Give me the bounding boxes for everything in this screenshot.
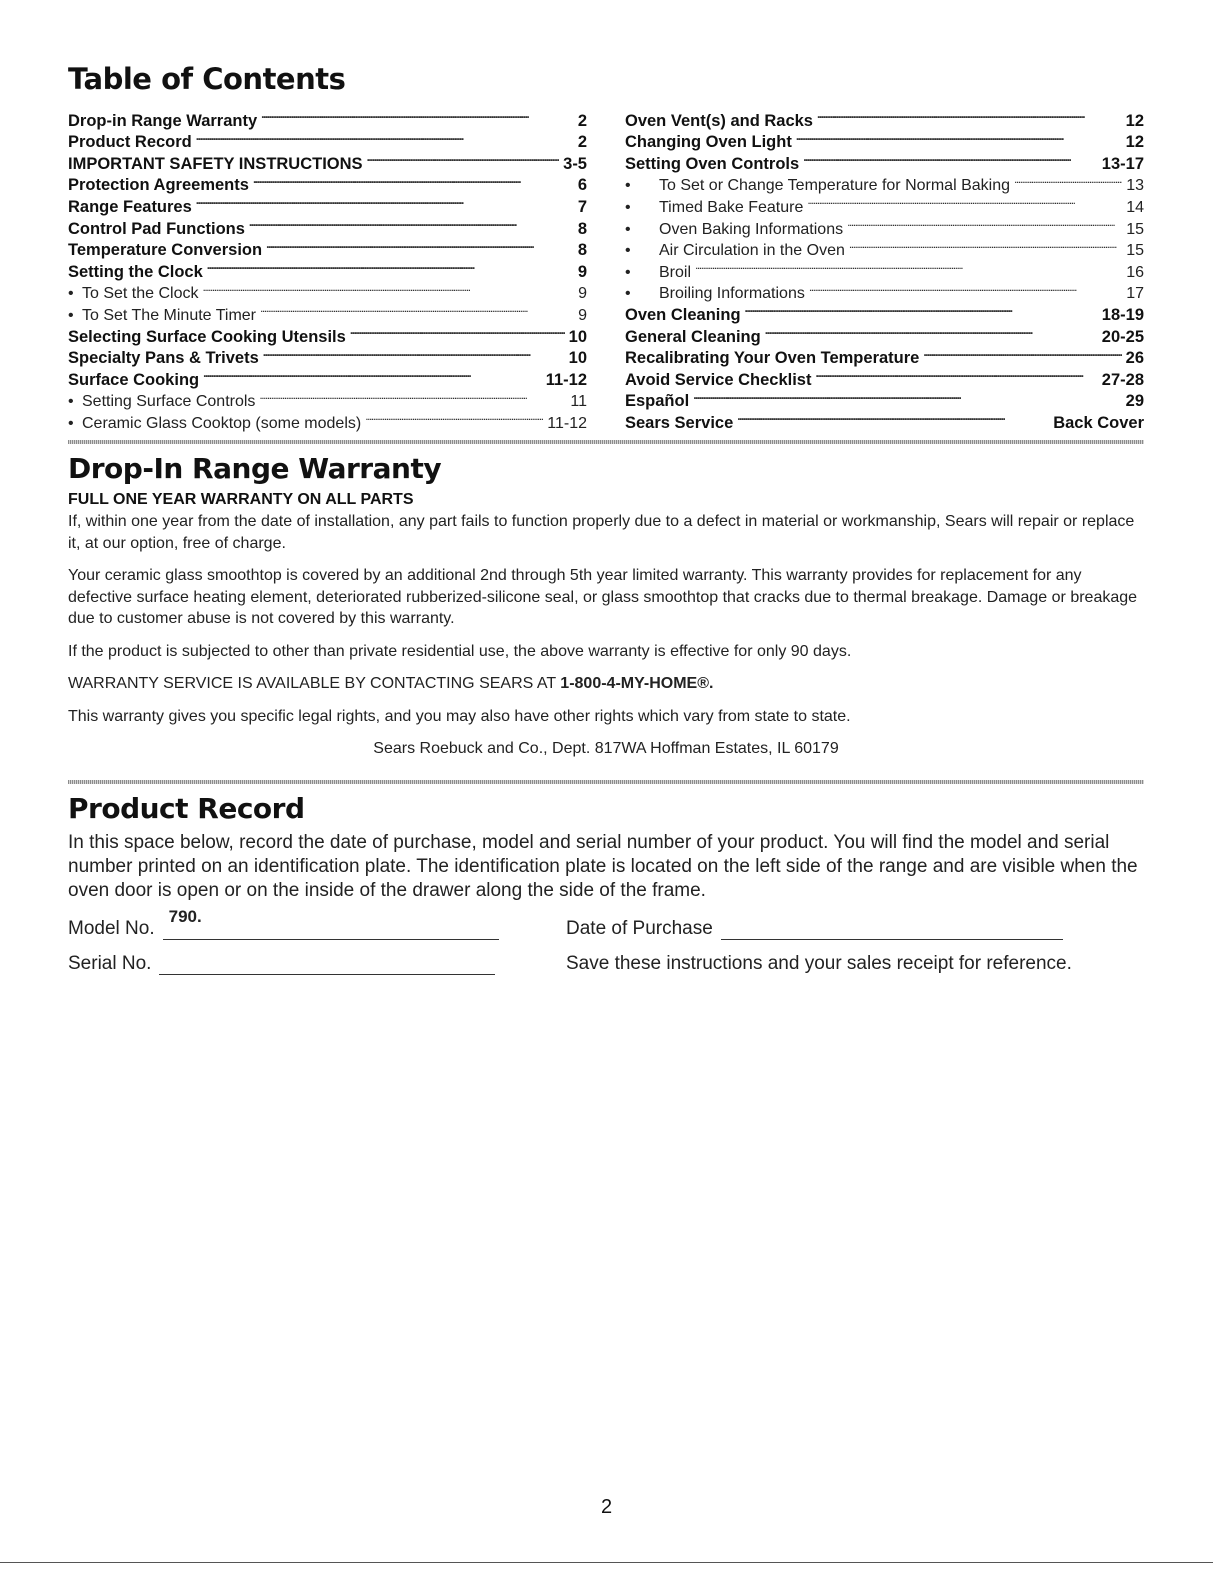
serial-field: [68, 952, 566, 975]
page-number: 2: [600, 1496, 613, 1518]
toc-entry-label: Setting Surface Controls: [82, 393, 256, 411]
toc-entry-page: 12: [1125, 133, 1144, 152]
date-field: [566, 917, 1063, 940]
bullet-icon: •: [625, 220, 631, 238]
bullet-icon: •: [68, 414, 74, 432]
toc-leader-dots: [203, 277, 575, 299]
toc-entry-label: Surface Cooking: [68, 370, 200, 389]
toc-entry-page: 9: [578, 285, 587, 303]
toc-right-column: [625, 104, 1144, 432]
sears-address: Sears Roebuck and Co., Dept. 817WA Hoffman Estates, IL 60179: [373, 739, 839, 757]
toc-entry-label: Oven Vent(s) and Racks: [625, 111, 813, 130]
toc-entry-page: 10: [568, 327, 587, 346]
toc-entry-label: Changing Oven Light: [625, 133, 792, 152]
toc-entry-label: Broiling Informations: [659, 285, 805, 303]
divider: [68, 440, 1144, 444]
toc-entry-page: Back Cover: [1053, 413, 1144, 432]
divider: [68, 780, 1144, 784]
toc-entry-label: Air Circulation in the Oven: [659, 242, 845, 260]
bullet-icon: •: [68, 393, 74, 411]
toc-entry-page: 2: [577, 133, 587, 152]
toc-entry: [625, 385, 1144, 411]
warranty-phone: 1-800-4-MY-HOME®.: [560, 675, 714, 693]
toc-entry-page: 14: [1126, 198, 1144, 216]
bottom-rule: [0, 1562, 1213, 1563]
warranty-paragraph: If, within one year from the date of installation, any part fails to function properly due to a defect in material or workmanship, Sears will repair or replace it, at our option, free of charge.: [68, 512, 1135, 552]
toc-entry: [625, 255, 1144, 281]
toc-leader-dots: [737, 406, 1049, 428]
bullet-icon: •: [625, 263, 631, 281]
toc-entry-label: Product Record: [68, 133, 192, 152]
toc: [68, 104, 1144, 432]
toc-entry-page: 11: [570, 393, 587, 411]
toc-title: Table of Contents: [68, 62, 346, 96]
toc-entry-label: Oven Baking Informations: [659, 220, 844, 238]
toc-entry: [625, 277, 1144, 303]
toc-leader-dots: [796, 126, 1122, 148]
toc-entry-page: 11-12: [545, 370, 587, 389]
toc-entry-label: Ceramic Glass Cooktop (some models): [82, 414, 362, 432]
page-content: [68, 62, 1144, 975]
serial-label: Serial No.: [68, 952, 152, 974]
serial-blank[interactable]: [159, 952, 495, 975]
toc-leader-dots: [266, 234, 574, 256]
toc-entry-page: 13-17: [1101, 154, 1144, 173]
toc-entry-page: 8: [577, 219, 587, 238]
toc-leader-dots: [253, 169, 574, 191]
toc-entry-label: Setting Oven Controls: [625, 154, 800, 173]
toc-entry-page: 9: [577, 262, 587, 281]
toc-entry-page: 13: [1126, 177, 1144, 195]
toc-entry-label: Español: [625, 392, 690, 411]
product-record-intro: In this space below, record the date of purchase, model and serial number of your product. You will find the model and serial number printed on an identification plate. The identification plate is located on the left side of the range and are visible when the oven door is open or on the inside of the drawer along the side of the frame.: [68, 831, 1138, 901]
toc-leader-dots: [807, 190, 1122, 212]
toc-leader-dots: [809, 277, 1122, 299]
toc-leader-dots: [259, 385, 566, 407]
date-label: Date of Purchase: [566, 917, 713, 939]
toc-leader-dots: [249, 212, 574, 234]
bullet-icon: •: [625, 242, 631, 260]
toc-entry-page: 2: [577, 111, 587, 130]
toc-entry-page: 10: [568, 349, 587, 368]
toc-entry-page: 8: [577, 241, 587, 260]
toc-leader-dots: [207, 255, 574, 277]
toc-entry-page: 15: [1126, 242, 1144, 260]
toc-entry-page: 9: [578, 306, 587, 324]
toc-entry-label: Protection Agreements: [68, 176, 249, 195]
product-record-title: Product Record: [68, 791, 305, 825]
toc-entry-label: Avoid Service Checklist: [625, 370, 812, 389]
warranty-subhead: FULL ONE YEAR WARRANTY ON ALL PARTS: [68, 490, 414, 508]
toc-entry: [625, 104, 1144, 130]
toc-entry-page: 7: [577, 197, 587, 216]
toc-entry-page: 18-19: [1101, 305, 1144, 324]
toc-entry-page: 16: [1126, 263, 1144, 281]
bullet-icon: •: [68, 285, 74, 303]
warranty-service-line: [68, 673, 1144, 695]
toc-entry: [625, 406, 1144, 432]
toc-leader-dots: [923, 342, 1121, 364]
toc-entry-page: 27-28: [1101, 370, 1144, 389]
toc-entry-page: 12: [1125, 111, 1144, 130]
toc-leader-dots: [817, 104, 1122, 126]
toc-leader-dots: [261, 104, 574, 126]
model-value: 790.: [168, 906, 202, 926]
toc-entry-label: Oven Cleaning: [625, 305, 741, 324]
toc-leader-dots: [260, 298, 574, 320]
warranty-service-text: WARRANTY SERVICE IS AVAILABLE BY CONTACTING SEARS AT: [68, 675, 561, 693]
toc-entry-label: Drop-in Range Warranty: [68, 111, 258, 130]
toc-entry-page: 20-25: [1101, 327, 1144, 346]
toc-entry-page: 6: [577, 176, 587, 195]
toc-entry-page: 15: [1126, 220, 1144, 238]
toc-leader-dots: [196, 126, 574, 148]
toc-leader-dots: [263, 342, 565, 364]
toc-leader-dots: [203, 363, 542, 385]
toc-leader-dots: [695, 255, 1122, 277]
model-field: [68, 906, 566, 940]
toc-entry-label: To Set or Change Temperature for Normal Baking: [659, 177, 1010, 195]
warranty-paragraph: This warranty gives you specific legal rights, and you may also have other rights which vary from state to state.: [68, 708, 851, 726]
toc-left-column: [68, 104, 587, 432]
toc-entry-label: Setting the Clock: [68, 262, 203, 281]
toc-leader-dots: [815, 363, 1097, 385]
toc-leader-dots: [196, 190, 574, 212]
toc-entry-page: 17: [1126, 285, 1144, 303]
toc-entry-page: 29: [1125, 392, 1144, 411]
warranty-title: Drop-In Range Warranty: [68, 451, 442, 485]
save-note-wrap: [566, 952, 1072, 975]
model-label: Model No.: [68, 917, 155, 939]
model-blank[interactable]: [163, 906, 499, 940]
toc-entry-label: To Set The Minute Timer: [82, 306, 256, 324]
toc-entry-label: IMPORTANT SAFETY INSTRUCTIONS: [68, 154, 363, 173]
toc-entry: [68, 104, 587, 130]
toc-leader-dots: [849, 234, 1122, 256]
bullet-icon: •: [625, 198, 631, 216]
toc-entry-label: Timed Bake Feature: [659, 198, 804, 216]
toc-entry-label: Temperature Conversion: [68, 241, 263, 260]
toc-leader-dots: [765, 320, 1098, 342]
toc-entry-label: To Set the Clock: [82, 285, 199, 303]
toc-leader-dots: [1014, 169, 1122, 191]
toc-leader-dots: [365, 406, 543, 428]
toc-leader-dots: [745, 298, 1098, 320]
toc-entry-label: Sears Service: [625, 413, 734, 432]
record-row-serial: [68, 952, 1144, 975]
bullet-icon: •: [625, 177, 631, 195]
bullet-icon: •: [625, 285, 631, 303]
warranty-paragraph: If the product is subjected to other than private residential use, the above warranty is effective for only 90 days.: [68, 642, 852, 660]
toc-leader-dots: [350, 320, 565, 342]
toc-leader-dots: [367, 147, 560, 169]
save-note: Save these instructions and your sales receipt for reference.: [566, 952, 1072, 974]
toc-entry-label: Recalibrating Your Oven Temperature: [625, 349, 920, 368]
bullet-icon: •: [68, 306, 74, 324]
warranty-paragraph: Your ceramic glass smoothtop is covered by an additional 2nd through 5th year limited warranty. This warranty provides for replacement for any defective surface heating element, deteriorated rubberized-silicone seal, or glass smoothtop that cracks due to thermal breakage. Damage or breakage due to customer abuse is not covered by this warranty.: [68, 567, 1138, 628]
toc-entry-label: Selecting Surface Cooking Utensils: [68, 327, 346, 346]
toc-leader-dots: [803, 147, 1098, 169]
date-blank[interactable]: [721, 917, 1063, 940]
toc-entry-label: General Cleaning: [625, 327, 761, 346]
toc-entry-label: Broil: [659, 263, 692, 281]
toc-entry-label: Specialty Pans & Trivets: [68, 349, 259, 368]
record-row-model: [68, 906, 1144, 940]
toc-entry-page: 11-12: [547, 414, 587, 432]
toc-entry-label: Control Pad Functions: [68, 219, 245, 238]
toc-leader-dots: [693, 385, 1121, 407]
toc-entry-label: Range Features: [68, 197, 192, 216]
toc-leader-dots: [847, 212, 1122, 234]
toc-entry-page: 26: [1125, 349, 1144, 368]
toc-entry-page: 3-5: [563, 154, 587, 173]
